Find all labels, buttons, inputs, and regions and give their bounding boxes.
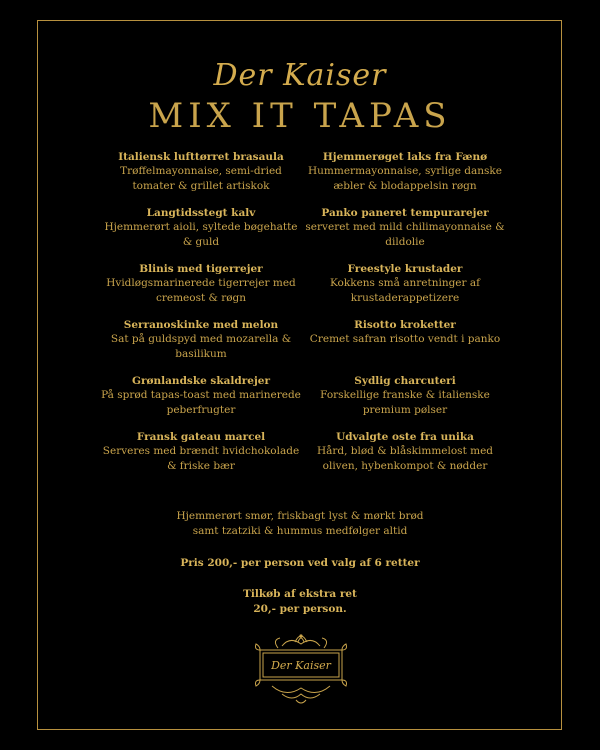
der-kaiser-logo	[252, 628, 350, 708]
menu-item	[101, 206, 301, 262]
menu-item-name: Sydlig charcuteri	[354, 375, 456, 387]
menu-item-name: Udvalgte oste fra unika	[336, 431, 474, 443]
menu-item-description: serveret med mild chilimayonnaise & dildolie	[305, 221, 505, 248]
menu-item-name: Italiensk lufttørret brasaula	[118, 151, 284, 163]
bread-note-line-2: samt tzatziki & hummus medfølger altid	[192, 525, 408, 537]
menu-item	[305, 150, 505, 206]
menu-item-name: Grønlandske skaldrejer	[132, 375, 270, 387]
menu-item-name: Risotto kroketter	[354, 319, 456, 331]
menu-item-name: Fransk gateau marcel	[136, 431, 266, 443]
menu-item	[101, 318, 301, 374]
menu-item-description: Kokkens små anretninger af krustaderappetizere	[329, 277, 481, 304]
menu-item-name: Blinis med tigerrejer	[139, 263, 263, 275]
extra-note-line-1: Tilkøb af ekstra ret	[243, 588, 357, 600]
extra-note-line-2: 20,- per person.	[253, 603, 347, 615]
menu-item-description: Serveres med brændt hvidchokolade & friske bær	[102, 445, 300, 472]
menu-item-description: Cremet safran risotto vendt i panko	[309, 333, 501, 345]
menu-item-description: Hjemmerørt aioli, syltede bøgehatte & guld	[104, 221, 298, 248]
menu-item-name: Freestyle krustader	[347, 263, 463, 275]
price-note: Pris 200,- per person ved valg af 6 retter	[180, 557, 420, 569]
menu-item	[101, 150, 301, 206]
menu-item-name: Serranoskinke med melon	[123, 319, 279, 331]
menu-item-description: Hvidløgsmarinerede tigerrejer med cremeost & røgn	[106, 277, 296, 304]
menu-item	[305, 430, 505, 486]
menu-item-description: Forskellige franske & italienske premium pølser	[320, 389, 490, 416]
menu-item-description: Hård, blød & blåskimmelost med oliven, hybenkompot & nødder	[316, 445, 494, 472]
menu-column-left	[101, 150, 301, 486]
bread-note-line-1: Hjemmerørt smør, friskbagt lyst & mørkt brød	[176, 510, 424, 522]
menu-item	[101, 262, 301, 318]
brand-script-title: Der Kaiser	[213, 58, 387, 93]
menu-item	[101, 430, 301, 486]
menu-item-description: Trøffelmayonnaise, semi-dried tomater & grillet artiskok	[120, 165, 282, 192]
menu-item-name: Langtidsstegt kalv	[146, 207, 256, 219]
menu-item	[305, 374, 505, 430]
menu-item	[305, 318, 505, 374]
menu-column-right	[305, 150, 505, 486]
menu-item	[305, 206, 505, 262]
menu-item-description: På sprød tapas-toast med marinerede peberfrugter	[101, 389, 301, 416]
menu-item-name: Hjemmerøget laks fra Fænø	[322, 151, 488, 163]
menu-item	[101, 374, 301, 430]
menu-item	[305, 262, 505, 318]
page-title: MIX IT TAPAS	[148, 96, 452, 136]
menu-item-description: Sat på guldspyd med mozarella & basilikum	[110, 333, 292, 360]
menu-item-name: Panko paneret tempurarejer	[321, 207, 489, 219]
menu-item-description: Hummermayonnaise, syrlige danske æbler & blodappelsin røgn	[308, 165, 502, 192]
logo-text: Der Kaiser	[271, 659, 331, 672]
